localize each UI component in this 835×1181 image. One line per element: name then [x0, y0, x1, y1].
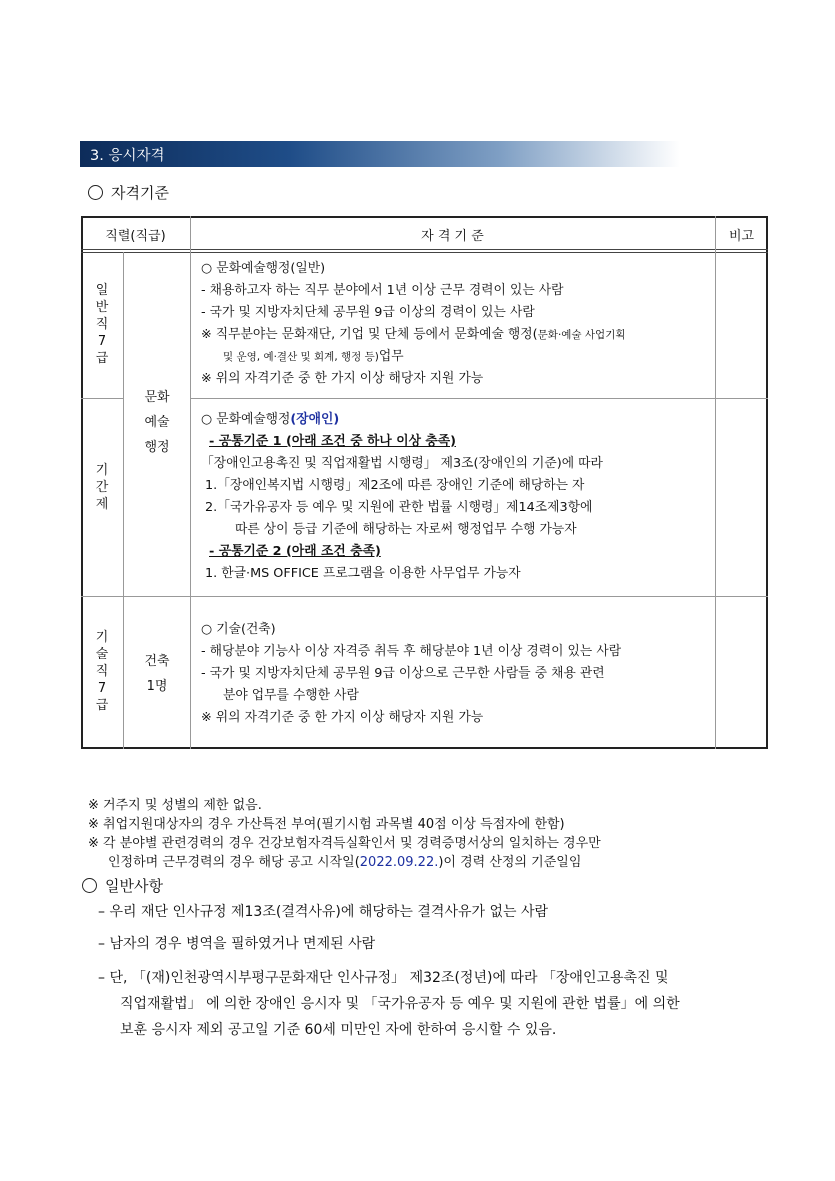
subcategory-arts-admin: 문화 예술 행정 — [144, 390, 170, 455]
category-fixed-term: 기 간 제 — [95, 463, 109, 512]
general-heading: 일반사항 — [82, 875, 163, 896]
criteria-general-7: ○ 문화예술행정(일반) - 채용하고자 하는 직무 분야에서 1년 이상 근무 경력이 있는 사람 - 국가 및 지방자치단체 공무원 9급 이상의 경력이 있는 사람 ※ 직무분야는 문화재단, 기업 및 단체 등에서 문화예술 행정(문화·예술 사업기획 및 운영, 예·결산 및 회계, 행정 등)업무 ※ 위의 자격기준 중 한 가지 이상 해당자 지원 가능 — [201, 261, 626, 386]
note-item: ※ 취업지원대상자의 경우 가산특전 부여(필기시험 과목별 40점 이상 득점자에 한함) — [88, 817, 565, 832]
header-criteria: 자 격 기 준 — [421, 229, 484, 244]
note-item: 인정하며 근무경력의 경우 해당 공고 시작일(2022.09.22.)이 경력 산정의 기준일임 — [108, 855, 582, 870]
circle-bullet-icon — [88, 185, 103, 200]
qualification-table — [81, 216, 768, 749]
general-item-continued: 보훈 응시자 제외 공고일 기준 60세 미만인 자에 한하여 응시할 수 있음. — [120, 1022, 557, 1038]
circle-bullet-icon — [82, 878, 97, 893]
general-item-continued: 직업재활법」 에 의한 장애인 응시자 및 「국가유공자 등 예우 및 지원에 관한 법률」에 의한 — [120, 996, 680, 1012]
qualification-heading: 자격기준 — [88, 182, 169, 203]
note-item: ※ 각 분야별 관련경력의 경우 건강보험자격득실확인서 및 경력증명서상의 일치하는 경우만 — [88, 836, 601, 851]
note-item: ※ 거주지 및 성별의 제한 없음. — [88, 798, 262, 813]
header-remarks: 비고 — [728, 229, 755, 244]
general-item: – 단, 「(재)인천광역시부평구문화재단 인사규정」 제32조(정년)에 따라 「장애인고용촉진 및 — [98, 970, 669, 986]
subcategory-architecture: 건축 1명 — [144, 654, 170, 694]
criteria-fixed-term: ○ 문화예술행정(장애인) - 공통기준 1 (아래 조건 중 하나 이상 충족) 「장애인고용촉진 및 직업재활법 시행령」 제3조(장애인의 기준)에 따라 1.「장애인복지법 시행령」제2조에 따른 장애인 기준에 해당하는 자 2.「국가유공자 등 예우 및 지원에 관한 법률 시행령」제14조제3항에 따른 상이 등급 기준에 해당하는 자로써 행정업무 수행 가능자 - 공통기준 2 (아래 조건 충족) 1. 한글·MS OFFICE 프로그램을 이용한 사무업무 가능자 — [201, 412, 603, 581]
general-item: – 남자의 경우 병역을 필하였거나 면제된 사람 — [98, 936, 376, 952]
section-title-bar — [80, 141, 680, 167]
category-technical-7: 기 술 직 7 급 — [95, 630, 109, 713]
section-title: 3. 응시자격 — [90, 148, 165, 164]
header-position: 직렬(직급) — [105, 229, 166, 244]
general-item: – 우리 재단 인사규정 제13조(결격사유)에 해당하는 결격사유가 없는 사람 — [98, 904, 549, 920]
criteria-technical-7: ○ 기술(건축) - 해당분야 기능사 이상 자격증 취득 후 해당분야 1년 이상 경력이 있는 사람 - 국가 및 지방자치단체 공무원 9급 이상으로 근무한 사람들 중 채용 관련 분야 업무를 수행한 사람 ※ 위의 자격기준 중 한 가지 이상 해당자 지원 가능 — [201, 622, 622, 725]
notes-block — [88, 796, 601, 872]
category-general-7: 일 반 직 7 급 — [95, 283, 109, 366]
